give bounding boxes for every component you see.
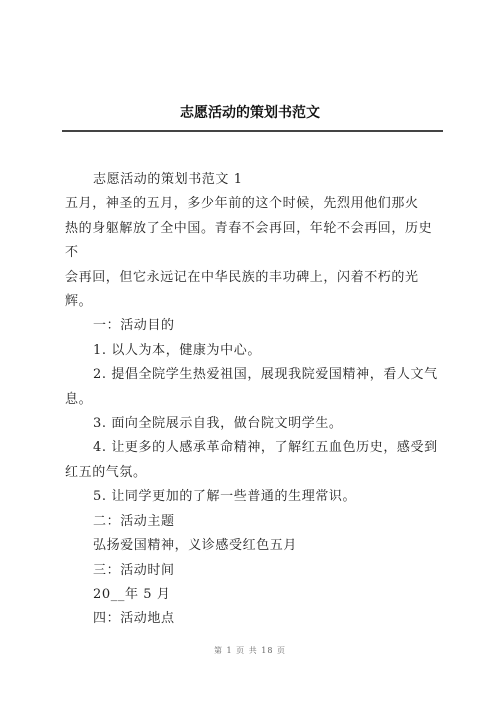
section-heading-theme: 二：活动主题 <box>93 513 175 529</box>
list-item-continuation: 息。 <box>65 391 93 407</box>
paragraph-line: 五月，神圣的五月，多少年前的这个时候，先烈用他们那火 <box>65 196 419 212</box>
theme-text: 弘扬爱国精神，义诊感受红色五月 <box>93 538 298 554</box>
document-body <box>65 168 443 632</box>
paragraph-line: 热的身躯解放了全中国。青春不会再回，年轮不会再回，历史不 <box>65 220 433 261</box>
section-heading-purpose: 一：活动目的 <box>93 318 175 334</box>
page-footer: 第 1 页 共 18 页 <box>214 646 286 655</box>
list-item: 3. 面向全院展示自我，做台院文明学生。 <box>93 416 343 432</box>
time-text: 20__年 5 月 <box>93 586 171 602</box>
title-divider <box>62 130 443 132</box>
paragraph-line: 会再回，但它永远记在中华民族的丰功碑上，闪着不朽的光辉。 <box>65 269 419 310</box>
document-title: 志愿活动的策划书范文 <box>180 105 320 121</box>
list-item: 4. 让更多的人感承革命精神，了解红五血色历史，感受到 <box>93 440 438 456</box>
section-heading-location: 四：活动地点 <box>93 611 175 627</box>
list-item-continuation: 红五的气氛。 <box>65 464 147 480</box>
list-item: 5. 让同学更加的了解一些普通的生理常识。 <box>93 489 357 505</box>
section-subtitle: 志愿活动的策划书范文 1 <box>93 172 243 187</box>
list-item: 1. 以人为本，健康为中心。 <box>93 342 261 358</box>
section-heading-time: 三：活动时间 <box>93 562 175 578</box>
list-item: 2. 提倡全院学生热爱祖国，展现我院爱国精神，看人文气 <box>93 367 438 383</box>
